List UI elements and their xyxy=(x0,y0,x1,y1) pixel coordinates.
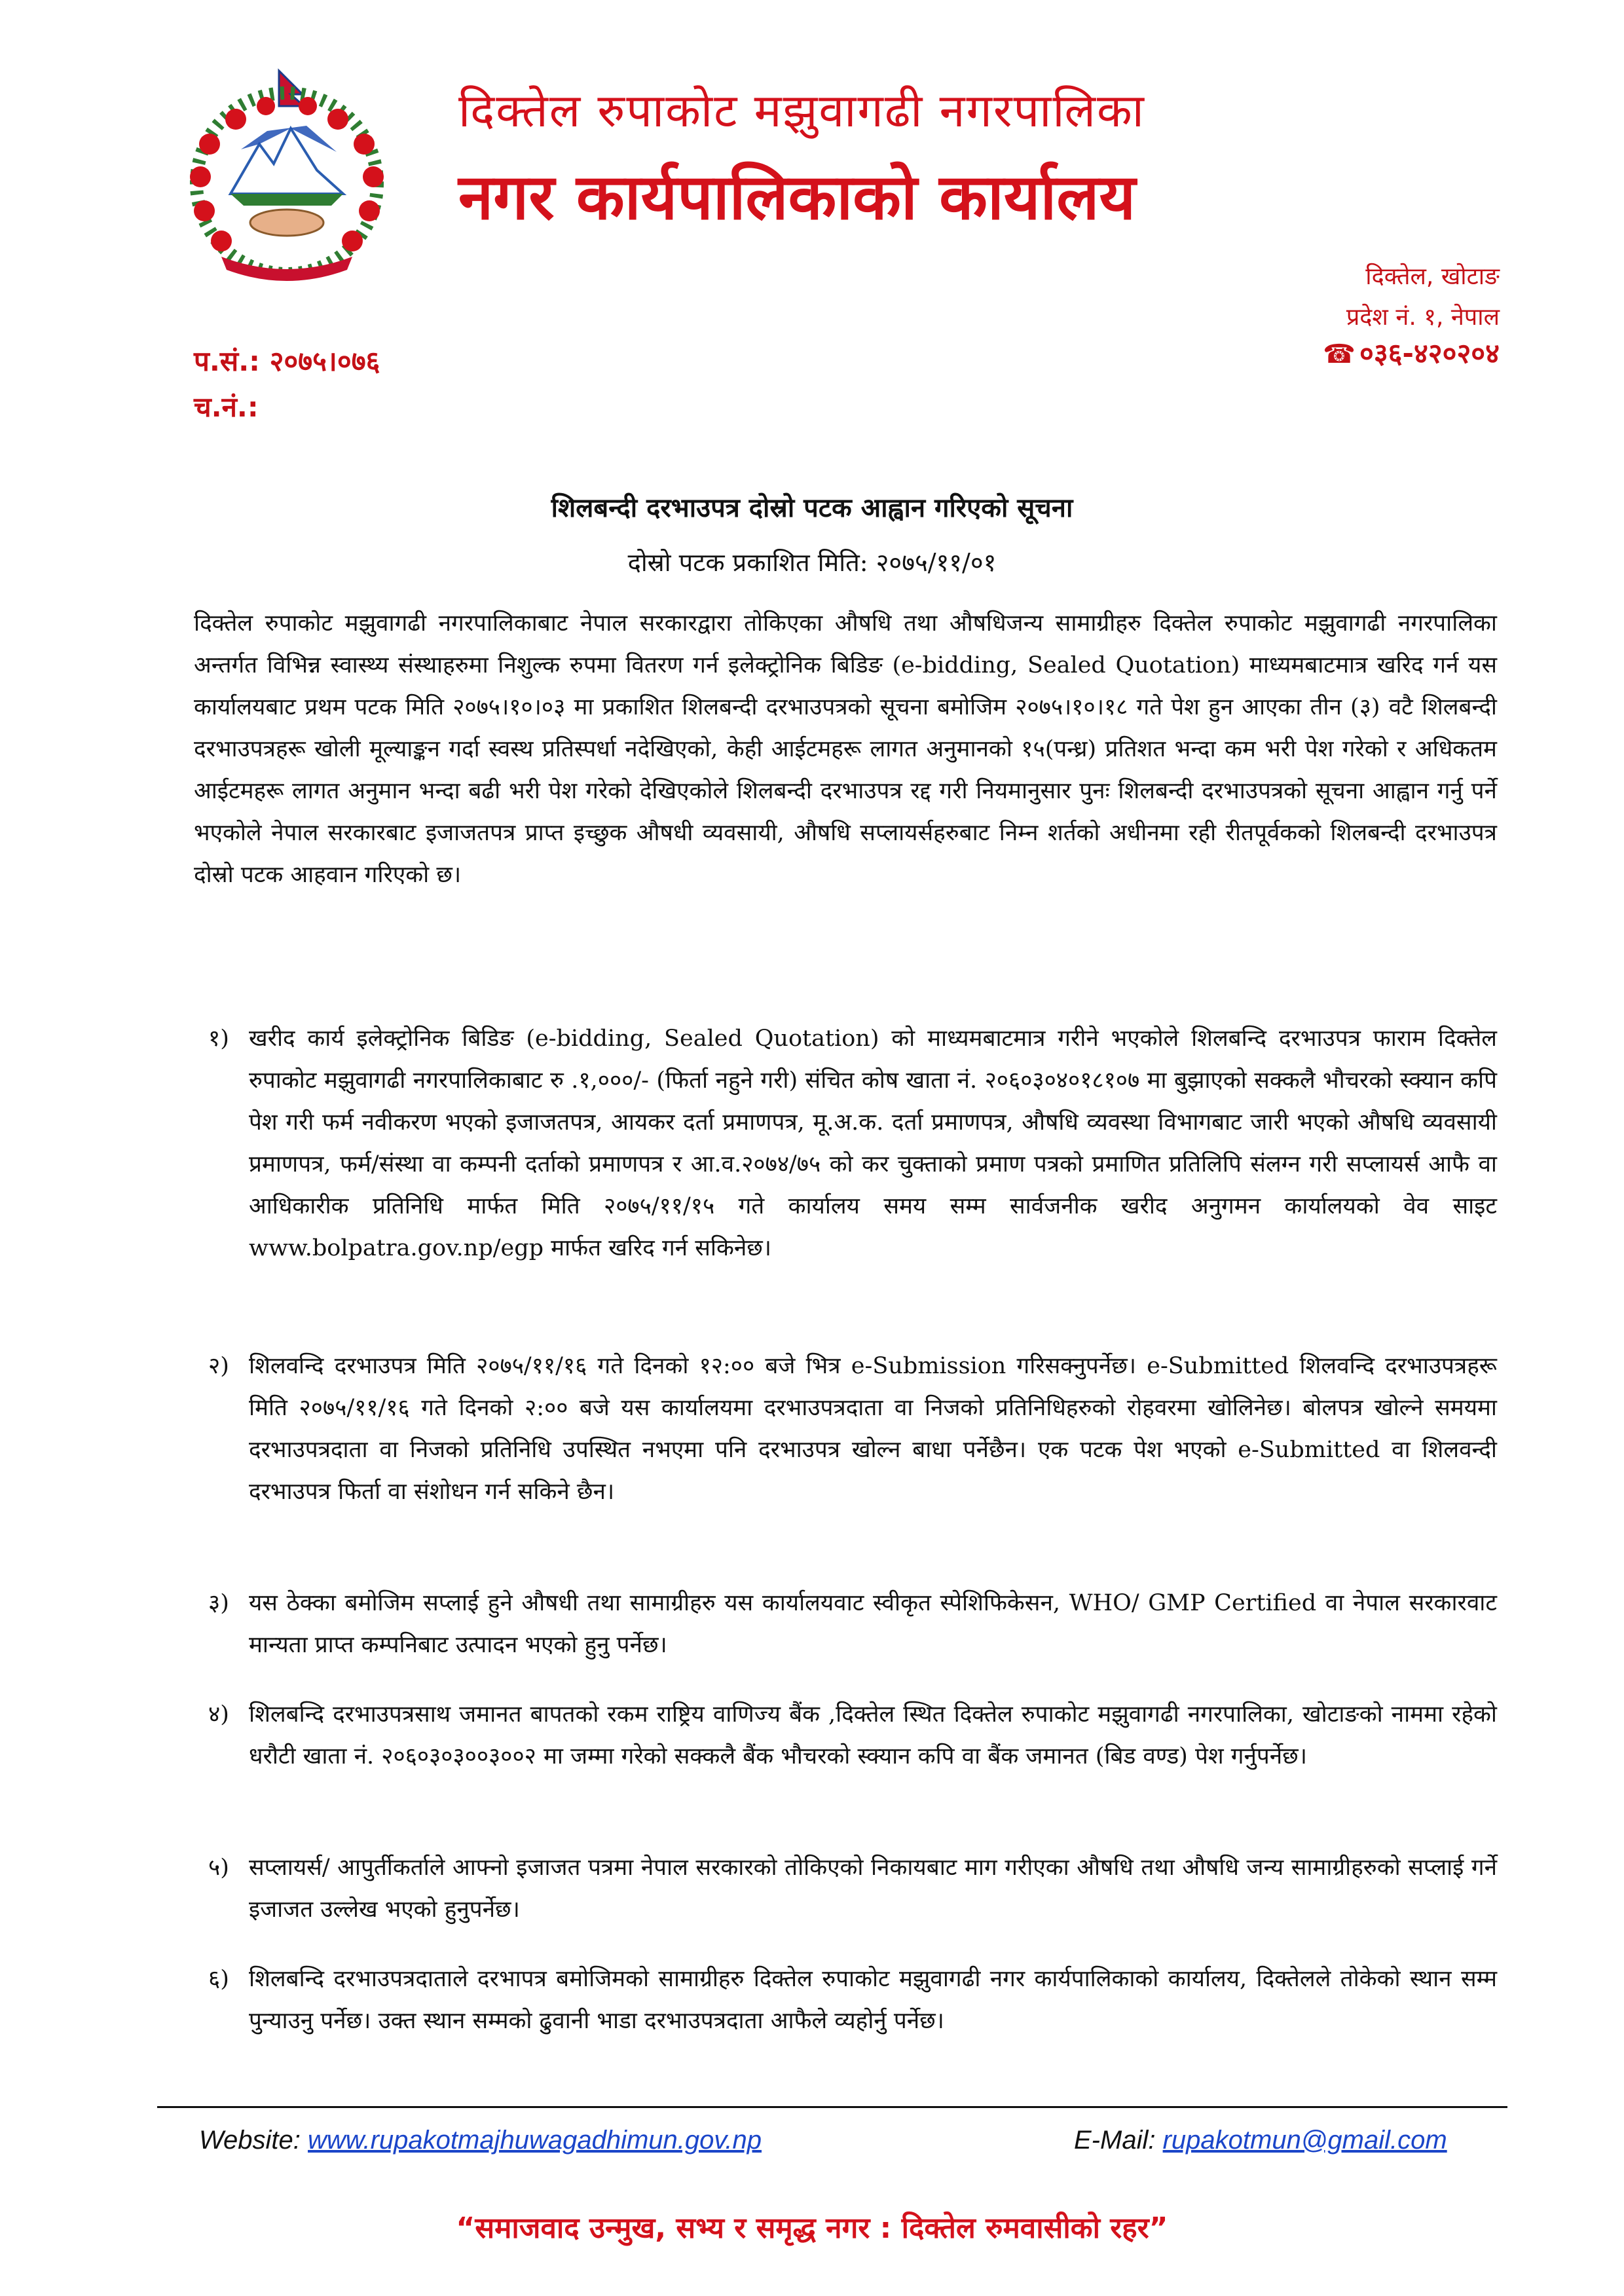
condition-text: शिलबन्दि दरभाउपत्रदाताले दरभापत्र बमोजिमको सामाग्रीहरु दिक्तेल रुपाकोट मझुवागढी नगर कार्यपालिकाको कार्यालय, दिक्तेलले तोकेको स्थान सम्म पुन्याउनु पर्नेछ। उक्त स्थान सम्मको ढुवानी भाडा दरभाउपत्रदाता आफैले व्यहोर्नु पर्नेछ। xyxy=(249,1966,1497,2034)
condition-text: खरीद कार्य इलेक्ट्रोनिक बिडिङ (e-bidding, Sealed Quotation) को माध्यमबाटमात्र गरीने भएकोले शिलबन्दि दरभाउपत्र फाराम दिक्तेल रुपाकोट मझुवागढी नगरपालिकाबाट रु .१,०००/- (फिर्ता नहुने गरी) संचित कोष खाता नं. २०६०३०४०१८१०७ मा बुझाएको सक्कलै भौचरको स्क्यान कपि पेश गरी फर्म नवीकरण भएको इजाजतपत्र, आयकर दर्ता प्रमाणपत्र, मू.अ.क. दर्ता प्रमाणपत्र, औषधि व्यवस्था विभागबाट जारी भएको औषधि व्यवसायी प्रमाणपत्र, फर्म/संस्था वा कम्पनी दर्ताको प्रमाणपत्र र आ.व.२०७४/७५ को कर चुक्ताको प्रमाण पत्रको प्रमाणित प्रतिलिपि संलग्न गरी सप्लायर्स आफै वा आधिकारीक प्रतिनिधि मार्फत मिति २०७५/११/१५ गते कार्यालय समय सम्म सार्वजनीक खरीद अनुगमन कार्यालयको वेव साइट www.bolpatra.gov.np/egp मार्फत खरिद गर्न सकिनेछ। xyxy=(249,1026,1497,1261)
footer-email xyxy=(1074,2126,1447,2155)
condition-item-3 xyxy=(208,1582,1497,1666)
dispatch-number: च.नं.: xyxy=(194,391,259,423)
reference-number: प.सं.: २०७५।०७६ xyxy=(194,345,380,377)
condition-number: १) xyxy=(208,1026,229,1052)
publication-date: दोस्रो पटक प्रकाशित मिति: २०७५/११/०१ xyxy=(627,548,997,577)
condition-item-4 xyxy=(208,1694,1497,1777)
phone-number xyxy=(1323,334,1500,371)
email-link[interactable]: rupakotmun@gmail.com xyxy=(1162,2126,1447,2155)
footer-website xyxy=(199,2126,762,2155)
condition-item-6 xyxy=(208,1958,1497,2042)
slogan: “समाजवाद उन्मुख, सभ्य र समृद्ध नगर : दिक्तेल रुमवासीको रहर” xyxy=(456,2212,1168,2245)
condition-number: ६) xyxy=(208,1966,229,1992)
phone-value: ०३६-४२०२०४ xyxy=(1359,337,1500,369)
footer-divider xyxy=(157,2106,1507,2108)
condition-text: यस ठेक्का बमोजिम सप्लाई हुने औषधी तथा सामाग्रीहरु यस कार्यालयवाट स्वीकृत स्पेशिफिकेसन, WHO/ GMP Certified वा नेपाल सरकारवाट मान्यता प्राप्त कम्पनिबाट उत्पादन भएको हुनु पर्नेछ। xyxy=(249,1590,1497,1658)
office-title: नगर कार्यपालिकाको कार्यालय xyxy=(458,160,1136,234)
condition-number: २) xyxy=(208,1353,229,1379)
condition-item-2 xyxy=(208,1345,1497,1513)
address-line-1: दिक्तेल, खोटाङ xyxy=(1365,263,1500,290)
condition-text: शिलबन्दि दरभाउपत्रसाथ जमानत बापतको रकम राष्ट्रिय वाणिज्य बैंक ,दिक्तेल स्थित दिक्तेल रुपाकोट मझुवागढी नगरपालिका, खोटाङको नाममा रहेको धरौटी खाता नं. २०६०३०३००३००२ मा जम्मा गरेको सक्कलै बैंक भौचरको स्क्यान कपि वा बैंक जमानत (बिड वण्ड) पेश गर्नुपर्नेछ। xyxy=(249,1701,1497,1769)
notice-title: शिलबन्दी दरभाउपत्र दोस्रो पटक आह्वान गरिएको सूचना xyxy=(551,493,1073,523)
nepal-emblem-icon xyxy=(175,65,398,288)
telephone-icon: ☎ xyxy=(1323,339,1356,369)
website-link[interactable]: www.rupakotmajhuwagadhimun.gov.np xyxy=(308,2126,762,2155)
address-line-2: प्रदेश नं. १, नेपाल xyxy=(1346,304,1500,331)
condition-item-5 xyxy=(208,1847,1497,1931)
email-label: E-Mail: xyxy=(1074,2126,1156,2155)
condition-number: ३) xyxy=(208,1590,229,1616)
condition-item-1 xyxy=(208,1018,1497,1269)
website-label: Website: xyxy=(199,2126,301,2155)
intro-paragraph: दिक्तेल रुपाकोट मझुवागढी नगरपालिकाबाट नेपाल सरकारद्वारा तोकिएका औषधि तथा औषधिजन्य सामाग्रीहरु दिक्तेल रुपाकोट मझुवागढी नगरपालिका अन्तर्गत विभिन्न स्वास्थ्य संस्थाहरुमा निशुल्क रुपमा वितरण गर्न इलेक्ट्रोनिक बिडिङ (e-bidding, Sealed Quotation) माध्यमबाटमात्र खरिद गर्न यस कार्यालयबाट प्रथम पटक मिति २०७५।१०।०३ मा प्रकाशित शिलबन्दी दरभाउपत्रको सूचना बमोजिम २०७५।१०।१८ गते पेश हुन आएका तीन (३) वटै शिलबन्दी दरभाउपत्रहरू खोली मूल्याङ्कन गर्दा स्वस्थ प्रतिस्पर्धा नदेखिएको, केही आईटमहरू लागत अनुमानको १५(पन्ध्र) प्रतिशत भन्दा कम भरी पेश गरेको र अधिकतम आईटमहरू लागत अनुमान भन्दा बढी भरी पेश गरेको देखिएकोले शिलबन्दी दरभाउपत्र रद्द गरी नियमानुसार पुनः शिलबन्दी दरभाउपत्रको सूचना आह्वान गर्नु पर्ने भएकोले नेपाल सरकारबाट इजाजतपत्र प्राप्त इच्छुक औषधी व्यवसायी, औषधि सप्लायर्सहरुबाट निम्न शर्तको अधीनमा रही रीतपूर्वकको शिलबन्दी दरभाउपत्र दोस्रो पटक आहवान गरिएको छ। xyxy=(194,610,1497,888)
condition-number: ४) xyxy=(208,1701,229,1728)
condition-text: सप्लायर्स/ आपुर्तीकर्ताले आफ्नो इजाजत पत्रमा नेपाल सरकारको तोकिएको निकायबाट माग गरीएका औषधि तथा औषधि जन्य सामाग्रीहरुको सप्लाई गर्ने इजाजत उल्लेख भएको हुनुपर्नेछ। xyxy=(249,1855,1497,1923)
org-name: दिक्तेल रुपाकोट मझुवागढी नगरपालिका xyxy=(458,84,1145,138)
condition-number: ५) xyxy=(208,1855,229,1881)
condition-text: शिलवन्दि दरभाउपत्र मिति २०७५/११/१६ गते दिनको १२:०० बजे भित्र e-Submission गरिसक्नुपर्नेछ। e-Submitted शिलवन्दि दरभाउपत्रहरू मिति २०७५/११/१६ गते दिनको २:०० बजे यस कार्यालयमा दरभाउपत्रदाता वा निजको प्रतिनिधिहरुको रोहवरमा खोलिनेछ। बोलपत्र खोल्ने समयमा दरभाउपत्रदाता वा निजको प्रतिनिधि उपस्थित नभएमा पनि दरभाउपत्र खोल्न बाधा पर्नेछैन। एक पटक पेश भएको e-Submitted वा शिलवन्दी दरभाउपत्र फिर्ता वा संशोधन गर्न सकिने छैन। xyxy=(249,1353,1497,1505)
